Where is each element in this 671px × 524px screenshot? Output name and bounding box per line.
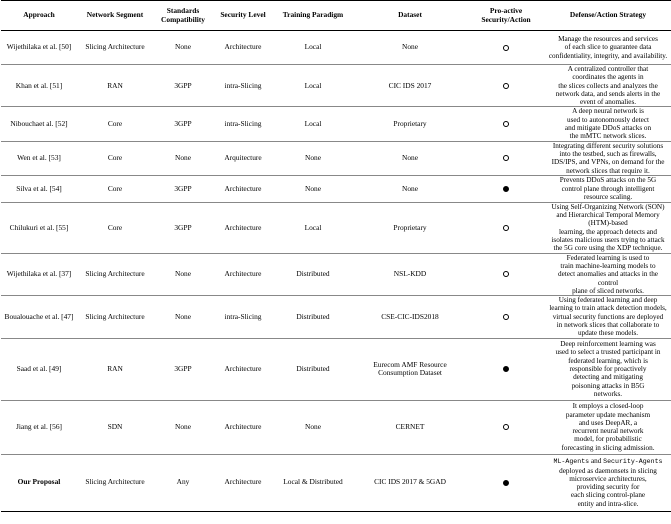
cell-defense-strategy: A deep neural network is used to autonomously detect and mitigate DDoS attacks on the mMTC network slices. xyxy=(545,107,671,141)
cell-standards: Any xyxy=(153,454,213,511)
table-row xyxy=(1,296,671,338)
cell-security-level: intra-Slicing xyxy=(213,296,273,338)
header-dataset: Dataset xyxy=(353,1,467,31)
cell-approach: Jiang et al. [56] xyxy=(1,400,77,454)
cell-dataset: NSL-KDD xyxy=(353,253,467,295)
cell-approach: Khan et al. [51] xyxy=(1,65,77,107)
table-row xyxy=(1,202,671,253)
cell-training-paradigm: Distributed xyxy=(273,253,353,295)
cell-security-level: Arquitecture xyxy=(213,141,273,175)
cell-dataset: Proprietary xyxy=(353,202,467,253)
cell-proactive xyxy=(467,454,545,511)
cell-dataset: Eurecom AMF Resource Consumption Dataset xyxy=(353,338,467,400)
open-circle-icon xyxy=(503,271,509,277)
open-circle-icon xyxy=(503,225,509,231)
cell-defense-strategy: Using federated learning and deep learning to train attack detection models, virtual security functions are deployed in network slices that collaborate to update these models. xyxy=(545,296,671,338)
open-circle-icon xyxy=(503,155,509,161)
cell-dataset: Proprietary xyxy=(353,107,467,141)
header-security-level: Security Level xyxy=(213,1,273,31)
table-row xyxy=(1,253,671,295)
comparison-table xyxy=(1,0,671,512)
cell-defense-strategy: ML-Agents and Security-Agents deployed as daemonsets in slicing microservice architectures, providing security for each slicing control-plane entity and intra-slice. xyxy=(545,454,671,511)
cell-defense-strategy: It employs a closed-loop parameter update mechanism and uses DeepAR, a recurrent neural network model, for probabilistic forecasting in slicing admission. xyxy=(545,400,671,454)
open-circle-icon xyxy=(503,121,509,127)
cell-dataset: CIC IDS 2017 xyxy=(353,65,467,107)
cell-training-paradigm: Distributed xyxy=(273,296,353,338)
cell-training-paradigm: None xyxy=(273,400,353,454)
cell-training-paradigm: Local & Distributed xyxy=(273,454,353,511)
cell-security-level: intra-Slicing xyxy=(213,107,273,141)
cell-approach: Wen et al. [53] xyxy=(1,141,77,175)
cell-defense-strategy: Manage the resources and services of each slice to guarantee data confidentiality, integrity, and availability. xyxy=(545,31,671,65)
cell-standards: 3GPP xyxy=(153,202,213,253)
cell-standards: None xyxy=(153,31,213,65)
cell-dataset: None xyxy=(353,141,467,175)
cell-defense-strategy: Integrating different security solutions into the testbed, such as firewalls, IDS/IPS, and VPNs, on demand for the network slices that require it. xyxy=(545,141,671,175)
cell-security-level: intra-Slicing xyxy=(213,65,273,107)
cell-standards: 3GPP xyxy=(153,175,213,202)
table-row xyxy=(1,31,671,65)
filled-circle-icon xyxy=(503,186,509,192)
cell-approach: Our Proposal xyxy=(1,454,77,511)
header-proactive: Pro-active Security/Action xyxy=(467,1,545,31)
cell-training-paradigm: Local xyxy=(273,31,353,65)
cell-approach: Saad et al. [49] xyxy=(1,338,77,400)
cell-standards: 3GPP xyxy=(153,107,213,141)
cell-standards: None xyxy=(153,141,213,175)
cell-approach: Chilukuri et al. [55] xyxy=(1,202,77,253)
cell-network-segment: Core xyxy=(77,202,153,253)
cell-approach: Boualouache et al. [47] xyxy=(1,296,77,338)
cell-approach: Silva et al. [54] xyxy=(1,175,77,202)
cell-network-segment: RAN xyxy=(77,338,153,400)
cell-dataset: CSE-CIC-IDS2018 xyxy=(353,296,467,338)
filled-circle-icon xyxy=(503,480,509,486)
cell-security-level: Architecture xyxy=(213,253,273,295)
table-row xyxy=(1,107,671,141)
cell-standards: None xyxy=(153,253,213,295)
cell-network-segment: SDN xyxy=(77,400,153,454)
open-circle-icon xyxy=(503,45,509,51)
header-approach: Approach xyxy=(1,1,77,31)
cell-training-paradigm: Local xyxy=(273,202,353,253)
cell-security-level: Architecture xyxy=(213,400,273,454)
header-network-segment: Network Segment xyxy=(77,1,153,31)
cell-security-level: Architecture xyxy=(213,454,273,511)
open-circle-icon xyxy=(503,314,509,320)
cell-standards: 3GPP xyxy=(153,338,213,400)
filled-circle-icon xyxy=(503,366,509,372)
cell-defense-strategy: Prevents DDoS attacks on the 5G control plane through intelligent resource scaling. xyxy=(545,175,671,202)
cell-proactive xyxy=(467,338,545,400)
table-row xyxy=(1,65,671,107)
cell-network-segment: Slicing Architecture xyxy=(77,454,153,511)
open-circle-icon xyxy=(503,424,509,430)
table-row xyxy=(1,454,671,511)
table-row xyxy=(1,338,671,400)
cell-network-segment: Core xyxy=(77,107,153,141)
cell-dataset: None xyxy=(353,175,467,202)
header-training-paradigm: Training Paradigm xyxy=(273,1,353,31)
cell-network-segment: Slicing Architecture xyxy=(77,296,153,338)
cell-proactive xyxy=(467,65,545,107)
cell-network-segment: RAN xyxy=(77,65,153,107)
cell-defense-strategy: Federated learning is used to train machine-learning models to detect anomalies and attacks in the control plane of sliced networks. xyxy=(545,253,671,295)
cell-dataset: None xyxy=(353,31,467,65)
header-standards: Standards Compatibility xyxy=(153,1,213,31)
cell-proactive xyxy=(467,202,545,253)
cell-training-paradigm: None xyxy=(273,141,353,175)
cell-training-paradigm: Local xyxy=(273,65,353,107)
cell-dataset: CIC IDS 2017 & 5GAD xyxy=(353,454,467,511)
cell-defense-strategy: Deep reinforcement learning was used to select a trusted participant in federated learning, which is responsible for proactively detecting and mitigating poisoning attacks in B5G networks. xyxy=(545,338,671,400)
header-row xyxy=(1,1,671,31)
cell-proactive xyxy=(467,175,545,202)
cell-proactive xyxy=(467,253,545,295)
cell-standards: None xyxy=(153,296,213,338)
cell-approach: Wijethilaka et al. [50] xyxy=(1,31,77,65)
cell-training-paradigm: Local xyxy=(273,107,353,141)
open-circle-icon xyxy=(503,83,509,89)
cell-network-segment: Core xyxy=(77,141,153,175)
cell-proactive xyxy=(467,107,545,141)
cell-proactive xyxy=(467,31,545,65)
cell-security-level: Architecture xyxy=(213,202,273,253)
cell-defense-strategy: Using Self-Organizing Network (SON) and Hierarchical Temporal Memory (HTM)-based learning, the approach detects and isolates malicious users trying to attack the 5G core using the XDP technique. xyxy=(545,202,671,253)
cell-standards: 3GPP xyxy=(153,65,213,107)
cell-network-segment: Core xyxy=(77,175,153,202)
cell-network-segment: Slicing Architecture xyxy=(77,31,153,65)
cell-security-level: Architecture xyxy=(213,338,273,400)
cell-approach: Nibouchaet al. [52] xyxy=(1,107,77,141)
cell-proactive xyxy=(467,296,545,338)
cell-approach: Wijethilaka et al. [37] xyxy=(1,253,77,295)
cell-standards: None xyxy=(153,400,213,454)
cell-dataset: CERNET xyxy=(353,400,467,454)
cell-proactive xyxy=(467,141,545,175)
header-defense-strategy: Defense/Action Strategy xyxy=(545,1,671,31)
table-row xyxy=(1,400,671,454)
cell-training-paradigm: None xyxy=(273,175,353,202)
cell-security-level: Architecture xyxy=(213,175,273,202)
cell-network-segment: Slicing Architecture xyxy=(77,253,153,295)
cell-proactive xyxy=(467,400,545,454)
table-row xyxy=(1,141,671,175)
table-row xyxy=(1,175,671,202)
cell-training-paradigm: Distributed xyxy=(273,338,353,400)
cell-defense-strategy: A centralized controller that coordinates the agents in the slices collects and analyzes the network data, and sends alerts in the event of anomalies. xyxy=(545,65,671,107)
cell-security-level: Architecture xyxy=(213,31,273,65)
